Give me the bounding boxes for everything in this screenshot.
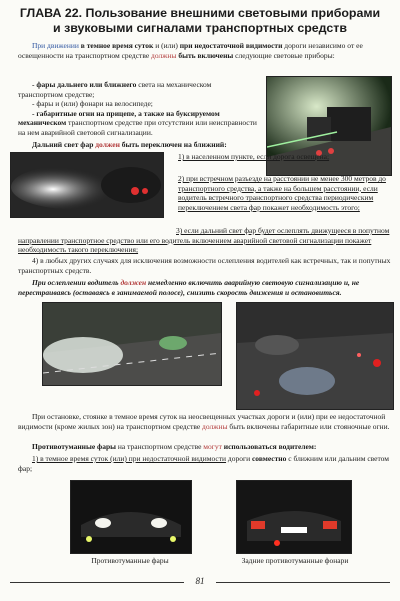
photo-road-glare [42,302,222,386]
rear-fog-lights-illustration [237,481,351,553]
road-glare-illustration [43,303,221,385]
lights-list [18,80,258,138]
photo-headlights [10,152,164,218]
stopped-car-illustration [237,303,393,409]
photo-stopped-car [236,302,394,410]
rule-2: 2) при встречном разъезде на расстоянии не менее 300 метров до транспортного средства, а также на большем расстоянии, если водитель встречного транспортного средства периодическим переключением света фар покажет необходимость этого; [178,174,386,212]
footer-rule-right [216,582,390,583]
paragraph-fog-lights: Противотуманные фары на транспортном средстве могут использоваться водителем: [32,442,317,451]
photo-rear-fog-lights [236,480,352,554]
caption-rear-fog-lights: Задние противотуманные фонари [241,556,349,565]
title-line-1: ГЛАВА 22. Пользование внешними световыми приборами [19,6,381,20]
front-fog-lights-illustration [71,481,191,553]
photo-front-fog-lights [70,480,192,554]
paragraph-high-beam: Дальний свет фар должен быть переключен на ближний: [32,140,227,149]
list-item: - фары и (или) фонари на велосипеде; [32,99,153,109]
caption-front-fog-lights: Противотуманные фары [91,556,169,565]
title-line-2: и звуковыми сигналами транспортных средств [53,21,347,35]
rule-1: 1) в населенном пункте, если дорога освещена; [178,152,330,161]
paragraph-lights-required: При движении в темное время суток и (или) при недостаточной видимости дороги независимо от ее освещенности на транспортном средстве должны быть включены следующие световые приборы: [18,41,363,60]
rule-3: 3) если дальний свет фар будет ослеплять движущееся в попутном направлении транспортное средство или его водитель включением аварийной световой сигнализации покажет необходимость такого переключения; [18,226,390,255]
list-item: - фары дальнего или ближнего света на механическом транспортном средстве; [18,80,212,99]
rule-4: 4) в любых других случаях для исключения возможности ослепления водителей как встречных, так и попутных транспортных средств. [18,256,391,275]
paragraph-fog-usage-1: 1) в темное время суток (или) при недостаточной видимости дороги совместно с ближним или дальним светом фар; [18,454,390,473]
headlights-illustration [11,153,163,217]
page-number: 81 [195,576,205,586]
paragraph-parking-lights: При остановке, стоянке в темное время суток на неосвещенных участках дороги и (или) при ее недостаточной видимости (кроме жилых зон) на транспортном средстве должны быть включены габаритные или стояночные огни. [18,412,390,431]
paragraph-dazzle: При ослеплении водитель должен немедленно включить аварийную световую сигнализацию и, не перестраиваясь (оставаясь в занимаемой полосе), снизить скорость движения и остановиться. [18,278,360,297]
list-item: - габаритные огни на прицепе, а также на буксируемом механическом транспортном средстве при отсутствии или неисправности на нем аварийной световой сигнализации. [18,108,257,137]
page-footer [0,576,400,588]
chapter-title [10,6,390,36]
